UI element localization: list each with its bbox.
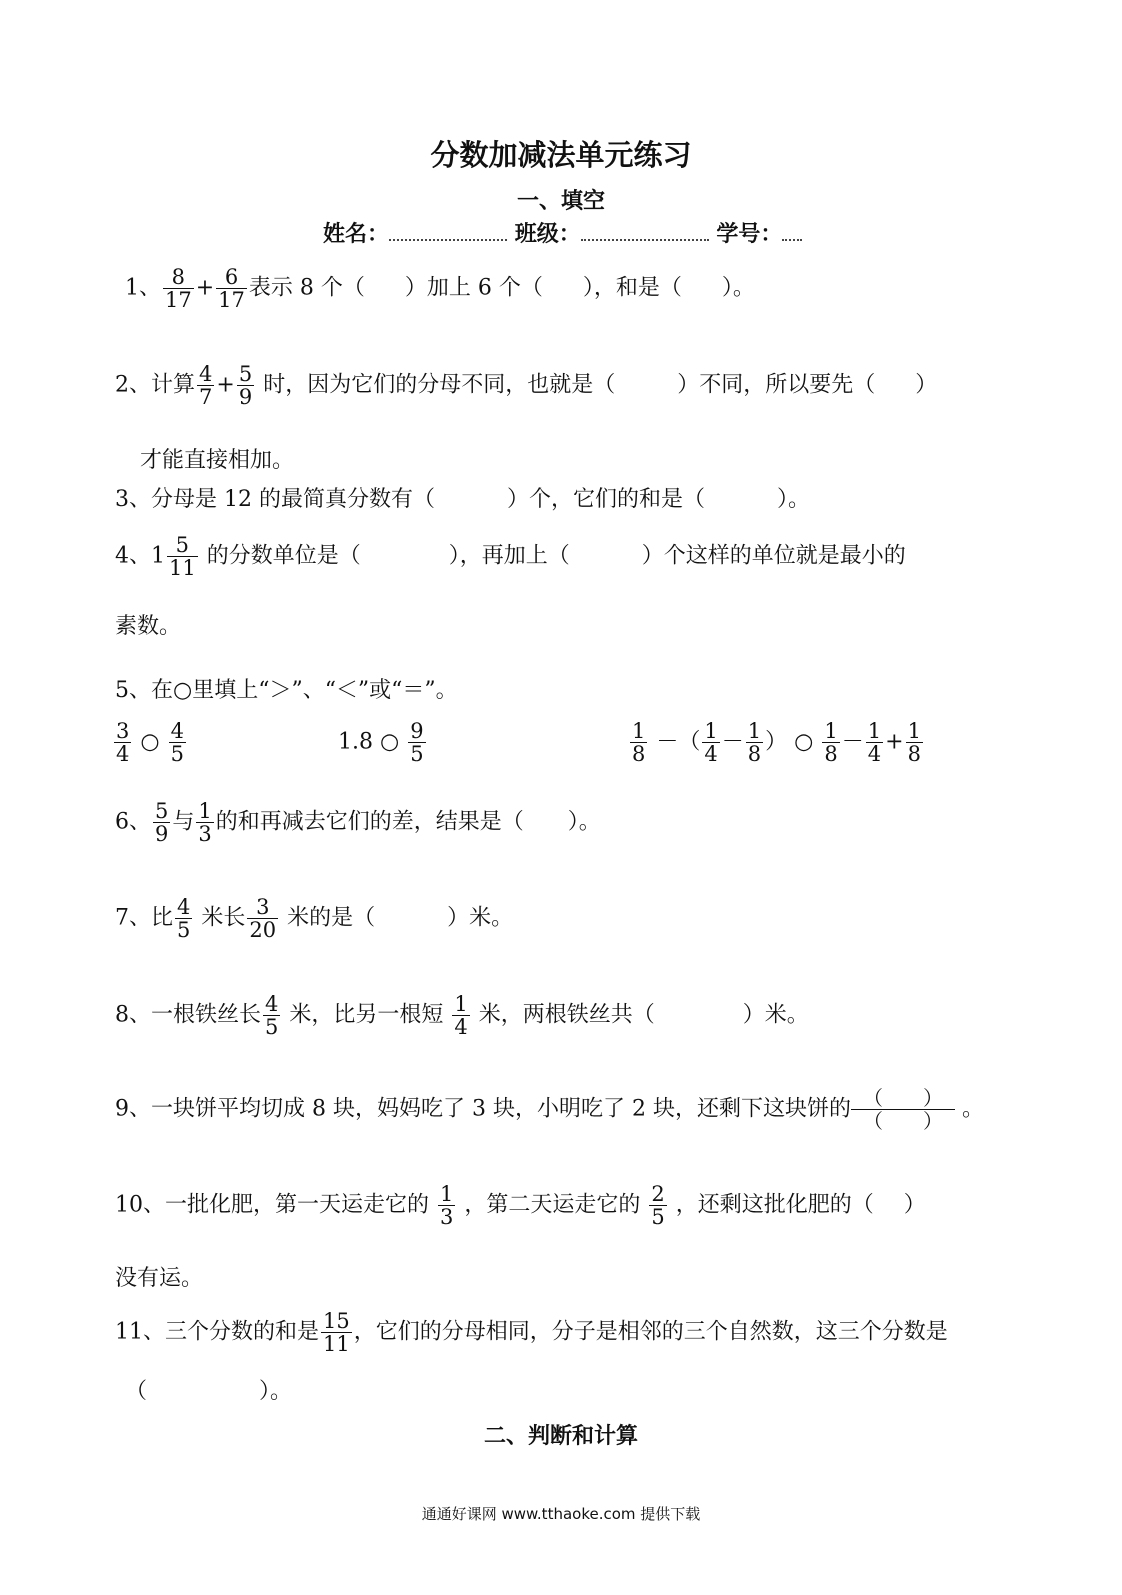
fraction: $\frac{9}{5}$ (410, 719, 424, 767)
question-text: ）米。 (742, 1002, 809, 1028)
footer-credit: 通通好课网 www.tthaoke.com 提供下载 (421, 1505, 701, 1523)
question-4 (115, 534, 906, 579)
fraction: $\frac{5}{9}$ (238, 362, 253, 410)
question-text: ），再加上（ (448, 543, 570, 569)
answer-fraction-blank[interactable]: （ ） （ ） (851, 1087, 955, 1132)
question-text: 3、分母是 12 的最简真分数有（ (115, 487, 435, 512)
question-number: 4、1 (115, 543, 165, 569)
question-5: 5、在○里填上“＞”、“＜”或“＝”。 (115, 678, 458, 703)
number-field[interactable] (782, 225, 802, 241)
fraction: $\frac{1}{8}$ (824, 719, 838, 767)
question-text: ）。 (777, 487, 811, 512)
section-heading-judge-calc: 二、判断和计算 (483, 1424, 638, 1449)
fraction: $\frac{2}{5}$ (651, 1182, 665, 1230)
question-2-continued: 才能直接相加。 (140, 448, 295, 473)
comparison-circle[interactable]: ○ (794, 729, 814, 755)
fraction: $\frac{6}{17}$ (218, 265, 245, 313)
fraction: $\frac{1}{8}$ (632, 719, 646, 767)
number-label: 学号： (716, 222, 783, 247)
question-text: ，第二天运走它的 (464, 1192, 641, 1218)
question-3 (115, 489, 810, 511)
comparison-circle[interactable]: ○ (380, 729, 400, 755)
question-text: ）米。 (447, 905, 514, 931)
question-text: 9、一块饼平均切成 8 块，妈妈吃了 3 块，小明吃了 2 块，还剩下这块饼的 (115, 1096, 851, 1122)
question-text: 米长 (201, 905, 246, 931)
plus-sign: + (216, 372, 235, 398)
fraction: $\frac{1}{8}$ (907, 719, 921, 767)
question-6 (115, 800, 601, 845)
question-7 (115, 896, 513, 941)
fraction: $\frac{1}{4}$ (867, 719, 882, 767)
question-text: ） (903, 1192, 926, 1218)
class-field[interactable] (581, 225, 709, 241)
section-heading-fill-blank: 一、填空 (516, 189, 605, 214)
question-1 (125, 266, 755, 311)
question-text: 米，比另一根短 (289, 1002, 444, 1028)
question-2 (115, 363, 937, 408)
operator: － (721, 729, 744, 755)
operator: + (885, 729, 904, 755)
question-text: ）加上 6 个（ (404, 275, 543, 301)
operator: ） (765, 729, 788, 755)
question-number: 6、 (115, 809, 151, 835)
question-text: 与 (172, 809, 195, 835)
comparison-c (628, 720, 925, 765)
question-10-continued: 没有运。 (115, 1266, 204, 1291)
question-text: 表示 8 个（ (248, 275, 365, 301)
fraction: $\frac{4}{5}$ (170, 719, 184, 767)
fraction: $\frac{4}{7}$ (199, 362, 213, 410)
question-number: 2、计算 (115, 372, 195, 398)
question-text: ）。 (721, 275, 755, 301)
question-text: ） (915, 372, 938, 398)
question-text: ）不同，所以要先（ (677, 372, 876, 398)
decimal-value: 1.8 (338, 729, 373, 755)
question-number: 8、一根铁丝长 (115, 1002, 261, 1028)
class-label: 班级： (514, 222, 581, 247)
question-text: ）个这样的单位就是最小的 (641, 543, 906, 569)
name-field[interactable] (389, 225, 507, 241)
student-info (323, 217, 802, 248)
question-text: （ (125, 1379, 148, 1404)
comparison-circle[interactable]: ○ (140, 729, 160, 755)
question-number: 1、 (125, 275, 161, 301)
question-text: ）个，它们的和是（ (506, 487, 705, 512)
fraction: $\frac{4}{5}$ (177, 895, 191, 943)
operator: －（ (656, 729, 701, 755)
fraction: $\frac{3}{4}$ (116, 719, 130, 767)
question-text: 。 (961, 1096, 984, 1122)
question-text: 的和再减去它们的差，结果是（ (215, 809, 524, 835)
fraction: $\frac{1}{4}$ (704, 719, 718, 767)
fraction: $\frac{3}{20}$ (249, 895, 277, 943)
question-8 (115, 993, 809, 1038)
question-text: ，还剩这批化肥的（ (675, 1192, 874, 1218)
fraction: $\frac{4}{5}$ (265, 992, 279, 1040)
fraction: $\frac{1}{3}$ (440, 1182, 454, 1230)
operator: － (841, 729, 864, 755)
fraction: $\frac{1}{8}$ (747, 719, 762, 767)
question-text: 米的是（ (287, 905, 376, 931)
fraction: $\frac{5}{9}$ (155, 799, 169, 847)
fraction: $\frac{1}{3}$ (198, 799, 212, 847)
question-text: 时，因为它们的分母不同，也就是（ (263, 372, 616, 398)
fraction: $\frac{8}{17}$ (165, 265, 192, 313)
question-text: 米，两根铁丝共（ (478, 1002, 655, 1028)
comparison-a (112, 720, 188, 765)
question-text: ）。 (259, 1379, 293, 1404)
question-9 (115, 1087, 984, 1132)
name-label: 姓名： (323, 222, 390, 247)
question-text: ）。 (567, 809, 601, 835)
question-10 (115, 1183, 926, 1228)
comparison-b (338, 720, 428, 765)
question-text: ，它们的分母相同，分子是相邻的三个自然数，这三个分数是 (353, 1319, 948, 1345)
question-text: ），和是（ (582, 275, 682, 301)
question-4-continued: 素数。 (115, 614, 182, 639)
fraction: $\frac{1}{4}$ (454, 992, 468, 1040)
page-title: 分数加减法单元练习 (430, 138, 692, 172)
question-number: 11、三个分数的和是 (115, 1319, 319, 1345)
fraction: $\frac{5}{11}$ (169, 533, 196, 581)
question-11-continued (125, 1381, 292, 1403)
question-11 (115, 1310, 948, 1355)
question-number: 7、比 (115, 905, 173, 931)
question-text: 的分数单位是（ (206, 543, 361, 569)
question-number: 10、一批化肥，第一天运走它的 (115, 1192, 429, 1218)
fraction: $\frac{15}{11}$ (323, 1309, 350, 1357)
plus-sign: + (195, 275, 215, 301)
